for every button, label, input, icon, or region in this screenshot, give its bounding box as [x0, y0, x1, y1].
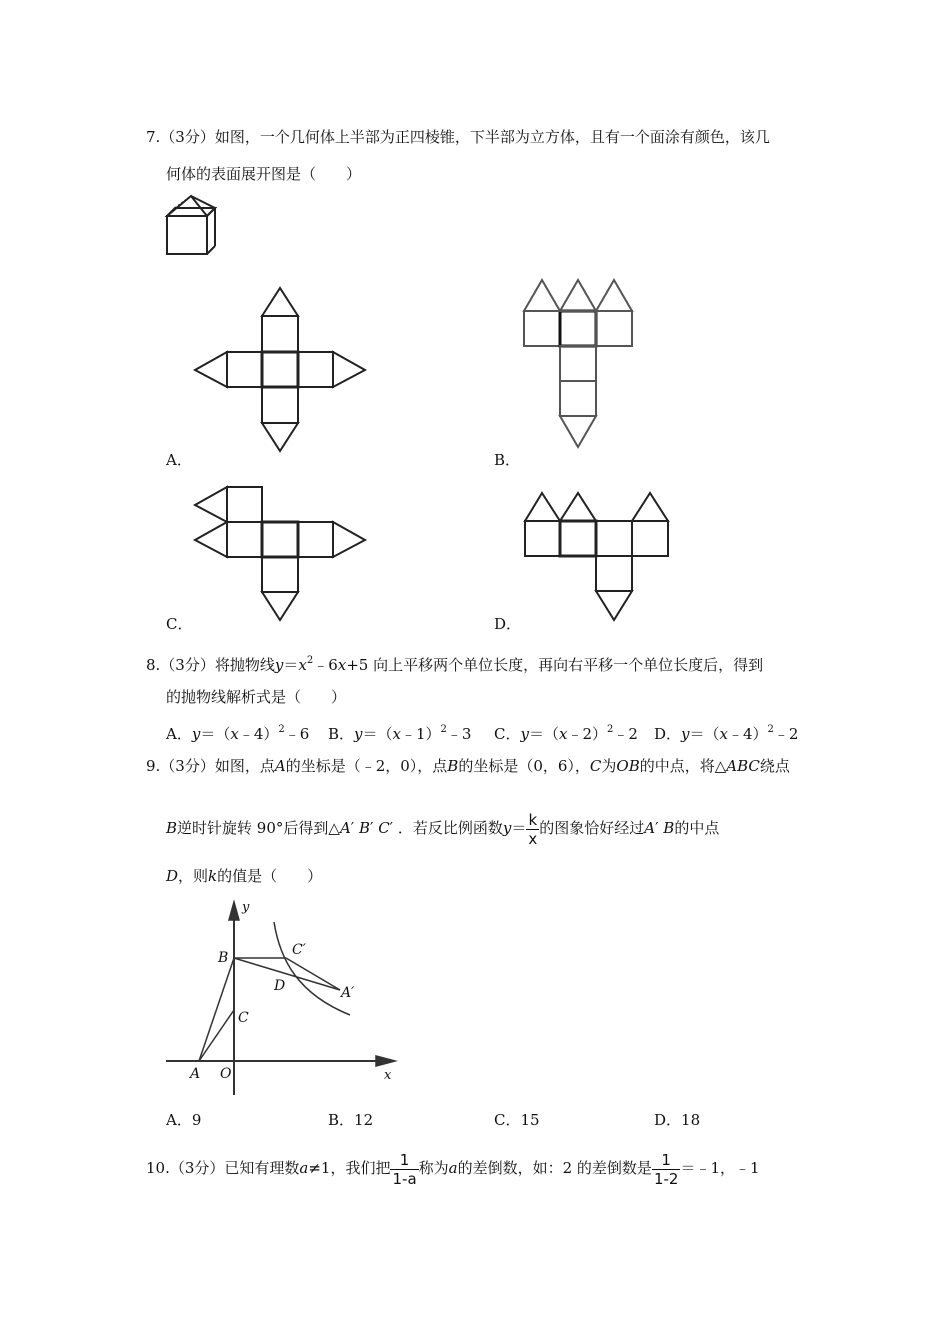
fraction-1-over-1-minus-a: $\frac{1}{1-a}$ — [392, 1150, 417, 1188]
fraction-1-over-1-minus-2: $\frac{1}{1-2}$ — [653, 1150, 679, 1188]
axis-label-x: x — [384, 1068, 392, 1083]
q9-line1: 9.（3分）如图，点A的坐标是（﹣2，0），点B的坐标是（0，6），C为OB的中点，将△ABC绕点 — [146, 757, 790, 775]
q7-line2: 何体的表面展开图是（ ） — [166, 165, 362, 183]
q9-line3: D，则k的值是（ ） — [166, 867, 323, 885]
q9-option-b[interactable]: B．12 — [328, 1111, 374, 1129]
point-label-a-prime: A′ — [341, 985, 355, 1001]
fraction-k-over-x: $\frac{k}{x}$ — [528, 810, 538, 848]
q8-option-c[interactable]: C．y＝（x﹣2）$^2$﹣2 — [494, 724, 638, 743]
q7-line1: 7.（3分）如图，一个几何体上半部为正四棱锥，下半部为立方体，且有一个面涂有颜色，该几 — [146, 128, 770, 146]
q8-option-d[interactable]: D．y＝（x﹣4）$^2$﹣2 — [654, 724, 799, 743]
net-option-c — [195, 487, 365, 620]
q8-option-a[interactable]: A．y＝（x﹣4）$^2$﹣6 — [166, 724, 310, 743]
q7-option-a[interactable]: A． — [166, 451, 192, 469]
q7-option-b[interactable]: B． — [494, 451, 521, 469]
q10-line1: 10.（3分）已知有理数a≠1，我们把 $\frac{1}{1-a}$ 称为a的差倒数，如：2 的差倒数是 $\frac{1}{1-2}$ ＝﹣1，﹣1 — [146, 1150, 760, 1188]
q7-option-d[interactable]: D． — [494, 615, 522, 633]
q8-line1: 8.（3分）将抛物线$y=x^2﹣6x+5$ 向上平移两个单位长度，再向右平移一个单位长度后，得到 — [146, 655, 764, 674]
net-option-d — [525, 493, 668, 620]
net-option-a — [195, 288, 365, 451]
q9-figure — [166, 902, 395, 1095]
point-label-d: D — [274, 978, 286, 994]
point-label-a: A — [190, 1066, 201, 1082]
q7-option-c[interactable]: C． — [166, 615, 193, 633]
q9-option-d[interactable]: D．18 — [654, 1111, 701, 1129]
point-label-b: B — [218, 950, 229, 966]
point-label-c: C — [238, 1010, 249, 1026]
point-label-c-prime: C′ — [292, 942, 306, 958]
point-label-o: O — [220, 1066, 232, 1082]
q8-line2: 的抛物线解析式是（ ） — [166, 688, 347, 706]
q9-option-c[interactable]: C．15 — [494, 1111, 540, 1129]
q9-line2: B逆时针旋转 90°后得到△A′ B′ C′ ．若反比例函数y＝ $\frac{k}{x}$ 的图象恰好经过A′ B的中点 — [166, 810, 720, 848]
net-option-b — [524, 280, 632, 447]
q9-option-a[interactable]: A．9 — [166, 1111, 202, 1129]
axis-label-y: y — [242, 900, 250, 915]
q8-option-b[interactable]: B．y＝（x﹣1）$^2$﹣3 — [328, 724, 472, 743]
solid-figure — [167, 196, 215, 254]
